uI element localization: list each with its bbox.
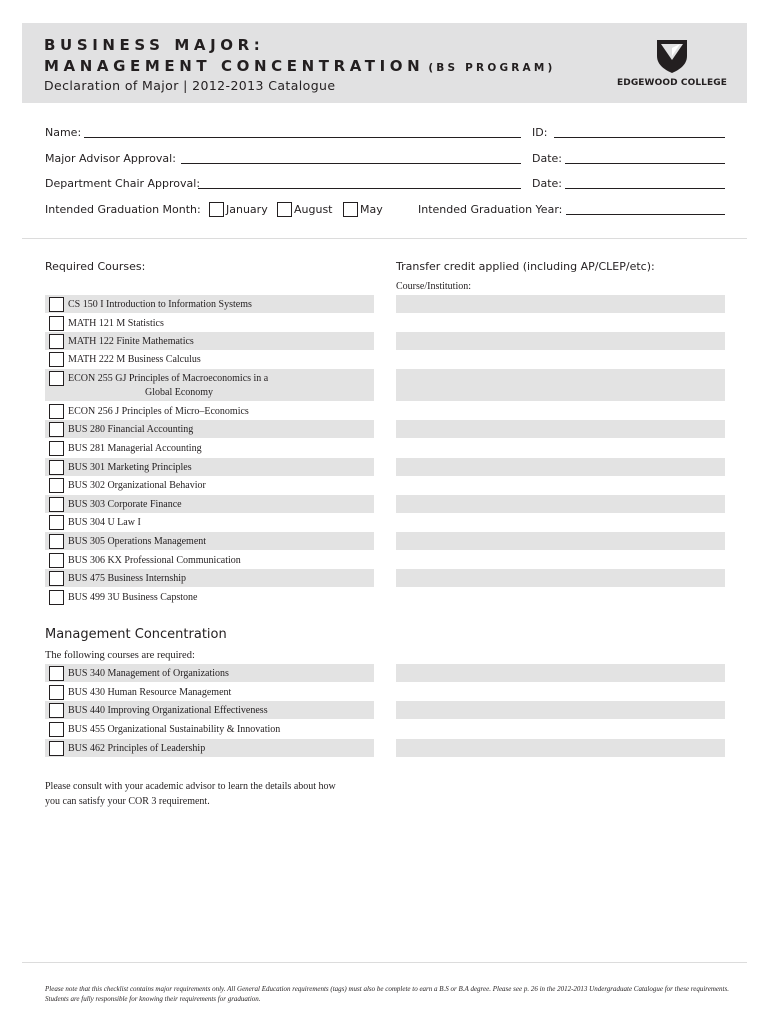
course-row: [45, 551, 374, 569]
transfer-credit-field[interactable]: [396, 532, 725, 550]
course-checkbox[interactable]: [49, 722, 64, 737]
footer-divider: [22, 962, 747, 963]
course-row: [45, 513, 374, 531]
consult-line-2: you can satisfy your COR 3 requirement.: [45, 796, 210, 807]
header-banner: [22, 23, 747, 103]
course-checkbox[interactable]: [49, 571, 64, 586]
name-field[interactable]: [84, 126, 521, 138]
course-name: BUS 430 Human Resource Management: [68, 687, 232, 698]
title-line-2: [44, 57, 556, 75]
course-name: BUS 280 Financial Accounting: [68, 424, 194, 435]
course-checkbox[interactable]: [49, 515, 64, 530]
required-courses-heading: Required Courses:: [45, 260, 146, 273]
advisor-date-field[interactable]: [565, 152, 725, 164]
course-checkbox[interactable]: [49, 316, 64, 331]
course-name: BUS 301 Marketing Principles: [68, 462, 192, 473]
logo-text: EDGEWOOD COLLEGE: [617, 78, 727, 88]
course-name: MATH 222 M Business Calculus: [68, 354, 201, 365]
course-checkbox[interactable]: [49, 478, 64, 493]
course-name: MATH 121 M Statistics: [68, 318, 164, 329]
shield-icon: [655, 38, 689, 74]
course-name: MATH 122 Finite Mathematics: [68, 336, 194, 347]
course-name: BUS 462 Principles of Leadership: [68, 743, 206, 754]
section-divider: [22, 238, 747, 239]
grad-month-label: Intended Graduation Month:: [45, 203, 201, 216]
transfer-credit-field[interactable]: [396, 420, 725, 438]
course-checkbox[interactable]: [49, 441, 64, 456]
course-name: BUS 303 Corporate Finance: [68, 499, 182, 510]
transfer-credit-field[interactable]: [396, 569, 725, 587]
course-row: [45, 314, 374, 332]
course-name: CS 150 I Introduction to Information Systems: [68, 299, 252, 310]
transfer-credit-field[interactable]: [396, 295, 725, 313]
chair-date-label: Date:: [532, 177, 562, 190]
transfer-credit-heading: Transfer credit applied (including AP/CLEP/etc):: [396, 260, 655, 273]
course-row: [45, 420, 374, 438]
title-concentration: MANAGEMENT CONCENTRATION: [44, 57, 425, 75]
course-checkbox[interactable]: [49, 422, 64, 437]
course-name: BUS 499 3U Business Capstone: [68, 592, 198, 603]
course-name: BUS 455 Organizational Sustainability & Innovation: [68, 724, 281, 735]
course-checkbox[interactable]: [49, 534, 64, 549]
college-logo: [616, 38, 728, 92]
concentration-course-row: [45, 664, 374, 682]
course-name: BUS 340 Management of Organizations: [68, 668, 229, 679]
course-checkbox[interactable]: [49, 404, 64, 419]
course-name-continued: Global Economy: [145, 387, 214, 398]
course-checkbox[interactable]: [49, 703, 64, 718]
course-row: [45, 332, 374, 350]
january-checkbox[interactable]: [209, 202, 224, 217]
course-row: [45, 476, 374, 494]
concentration-course-row: [45, 701, 374, 719]
advisor-approval-label: Major Advisor Approval:: [45, 152, 176, 165]
page-subtitle: Declaration of Major | 2012-2013 Catalogue: [44, 78, 336, 93]
concentration-subtitle: The following courses are required:: [45, 650, 195, 661]
course-checkbox[interactable]: [49, 685, 64, 700]
course-checkbox[interactable]: [49, 297, 64, 312]
course-name: ECON 256 J Principles of Micro–Economics: [68, 406, 249, 417]
course-name: BUS 302 Organizational Behavior: [68, 480, 206, 491]
transfer-credit-field[interactable]: [396, 332, 725, 350]
consult-line-1: Please consult with your academic advisor to learn the details about how: [45, 781, 336, 792]
transfer-credit-field[interactable]: [396, 458, 725, 476]
consult-note: [45, 779, 336, 809]
course-row: [45, 295, 374, 313]
course-name: BUS 305 Operations Management: [68, 536, 207, 547]
course-checkbox[interactable]: [49, 334, 64, 349]
grad-year-label: Intended Graduation Year:: [418, 203, 563, 216]
august-checkbox[interactable]: [277, 202, 292, 217]
course-checkbox[interactable]: [49, 553, 64, 568]
may-checkbox[interactable]: [343, 202, 358, 217]
course-row: [45, 350, 374, 368]
course-checkbox[interactable]: [49, 666, 64, 681]
id-label: ID:: [532, 126, 548, 139]
chair-approval-field[interactable]: [198, 177, 521, 189]
course-row: [45, 439, 374, 457]
advisor-date-label: Date:: [532, 152, 562, 165]
course-institution-label: Course/Institution:: [396, 281, 471, 292]
concentration-title: Management Concentration: [45, 627, 227, 642]
footnote: Please note that this checklist contains major requirements only. All General Education requirements (tags) must also be complete to earn a B.S or B.A degree. Please see p. 26 in the 2012-2013 Undergraduate Catalogue for these requirements. Students are fully responsible for knowing their requirements for graduation.: [45, 985, 729, 1003]
course-checkbox[interactable]: [49, 460, 64, 475]
course-row: [45, 458, 374, 476]
course-row: [45, 588, 374, 606]
january-label: January: [226, 203, 268, 216]
course-name: BUS 281 Managerial Accounting: [68, 443, 202, 454]
transfer-credit-field[interactable]: [396, 495, 725, 513]
course-row: [45, 402, 374, 420]
id-field[interactable]: [554, 126, 725, 138]
transfer-credit-field[interactable]: [396, 739, 725, 757]
course-name: ECON 255 GJ Principles of Macroeconomics in a: [68, 373, 269, 384]
course-row: [45, 495, 374, 513]
course-checkbox[interactable]: [49, 371, 64, 386]
august-label: August: [294, 203, 333, 216]
course-name: BUS 475 Business Internship: [68, 573, 187, 584]
concentration-course-row: [45, 720, 374, 738]
course-row: [45, 532, 374, 550]
course-name: BUS 440 Improving Organizational Effectiveness: [68, 705, 268, 716]
course-checkbox[interactable]: [49, 741, 64, 756]
transfer-credit-field[interactable]: [396, 664, 725, 682]
may-label: May: [360, 203, 383, 216]
transfer-credit-field[interactable]: [396, 369, 725, 401]
course-name: BUS 304 U Law I: [68, 517, 141, 528]
title-line-1: BUSINESS MAJOR:: [44, 36, 265, 54]
chair-date-field[interactable]: [565, 177, 725, 189]
name-label: Name:: [45, 126, 82, 139]
course-row: [45, 369, 374, 401]
course-checkbox[interactable]: [49, 590, 64, 605]
concentration-course-row: [45, 739, 374, 757]
course-row: [45, 569, 374, 587]
chair-approval-label: Department Chair Approval:: [45, 177, 201, 190]
concentration-course-row: [45, 683, 374, 701]
course-name: BUS 306 KX Professional Communication: [68, 555, 241, 566]
course-checkbox[interactable]: [49, 497, 64, 512]
course-checkbox[interactable]: [49, 352, 64, 367]
advisor-approval-field[interactable]: [181, 152, 521, 164]
grad-year-field[interactable]: [566, 203, 725, 215]
transfer-credit-field[interactable]: [396, 701, 725, 719]
title-program: (BS PROGRAM): [428, 62, 556, 74]
